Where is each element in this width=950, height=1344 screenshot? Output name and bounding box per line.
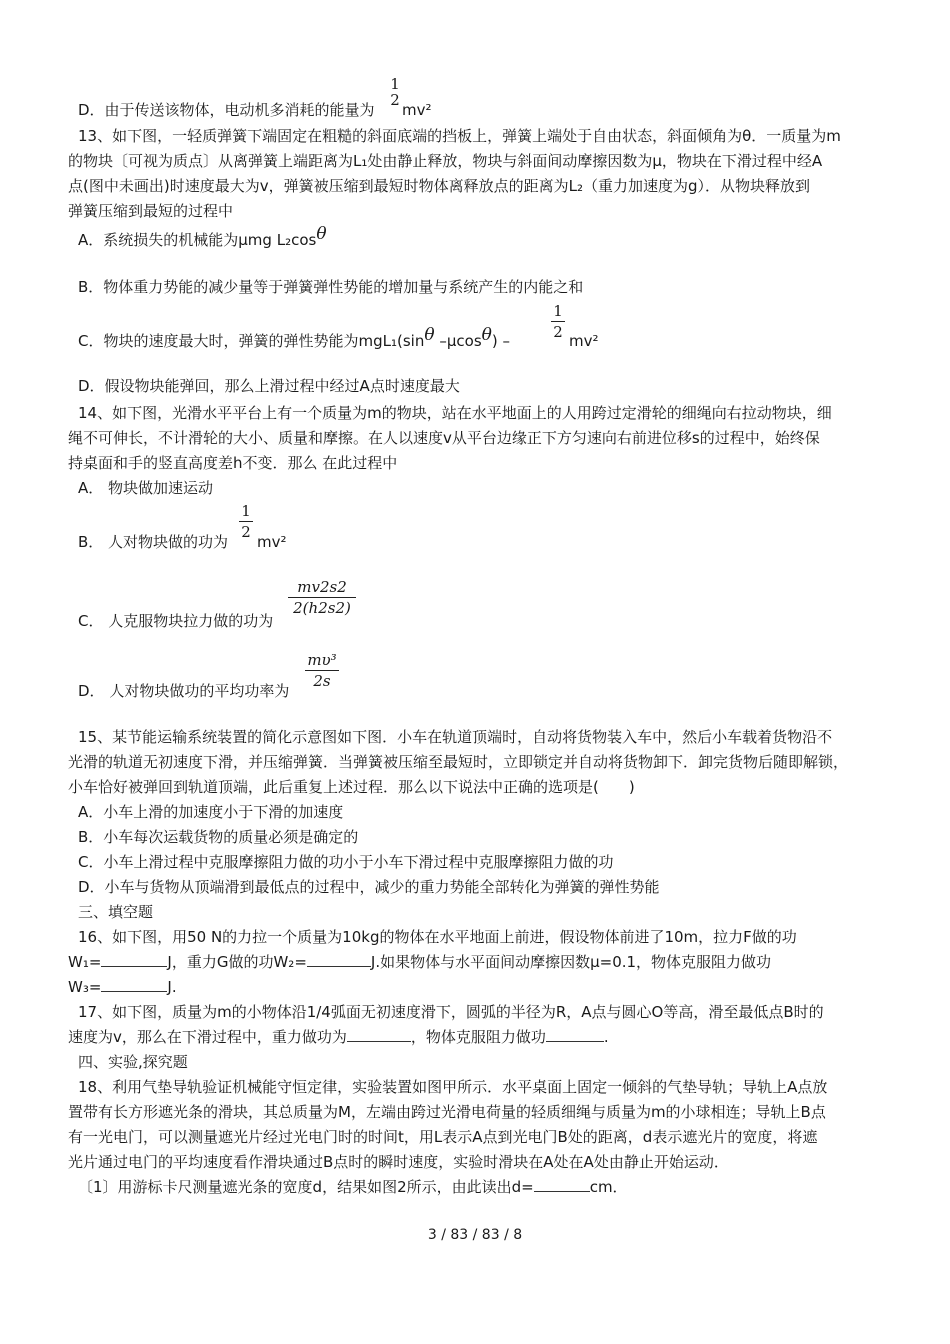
q18-subq1 xyxy=(78,1177,628,1197)
q14-option-d xyxy=(78,681,289,701)
q14-option-c xyxy=(78,611,273,631)
section-heading-fill-in-text: 三、填空题 xyxy=(78,903,154,921)
q15-option-d-text: D．小车与货物从顶端滑到最低点的过程中，减少的重力势能全部转化为弹簧的弹性势能 xyxy=(78,878,660,896)
q13-c-frac-den: 2 xyxy=(553,323,563,341)
q13-stem-line2-text: 的物块〔可视为质点〕从离弹簧上端距离为L₁处由静止释放，物块与斜面间动摩擦因数为μ，物块在下滑过程中经A xyxy=(68,152,823,170)
q15-option-b xyxy=(78,827,358,847)
q13-option-d-text: D．假设物块能弹回，那么上滑过程中经过A点时速度最大 xyxy=(78,377,460,395)
q15-stem-line1 xyxy=(78,727,832,747)
q13-stem-line4-text: 弹簧压缩到最短的过程中 xyxy=(68,202,234,220)
q18-stem-line2 xyxy=(68,1102,826,1122)
q14-b-tail xyxy=(257,532,287,552)
q13-c-fraction xyxy=(551,303,565,340)
q14-option-d-text: D． 人对物块做功的平均功率为 xyxy=(78,682,290,700)
q13-option-a xyxy=(78,224,327,250)
q14-b-tail-text: mv² xyxy=(257,533,287,551)
q15-option-a xyxy=(78,802,343,822)
section-heading-fill-in xyxy=(78,902,153,922)
q12-option-d xyxy=(78,100,375,120)
q14-stem-line2 xyxy=(68,428,820,448)
q16-w2-label: J，重力G做的功W₂= xyxy=(167,953,307,971)
q17-stem-line1-text: 17、如下图，质量为m的小物体沿1/4弧面无初速度滑下，圆弧的半径为R，A点与圆心O等高，滑至最低点B时的 xyxy=(78,1003,824,1021)
q14-d-frac-num: mυ³ xyxy=(307,651,337,669)
q16-stem-line2 xyxy=(68,952,771,972)
q15-option-b-text: B．小车每次运载货物的质量必须是确定的 xyxy=(78,828,359,846)
q17-stem-line1 xyxy=(78,1002,824,1022)
q18-stem-line1 xyxy=(78,1077,827,1097)
q13-option-c-mid: –μcos xyxy=(434,332,482,350)
q15-option-c-text: C．小车上滑过程中克服摩擦阻力做的功小于小车下滑过程中克服摩擦阻力做的功 xyxy=(78,853,614,871)
q16-stem-line1-text: 16、如下图，用50 N的力拉一个质量为10kg的物体在水平地面上前进，假设物体前进了10m，拉力F做的功 xyxy=(78,928,797,946)
q15-option-d xyxy=(78,877,660,897)
q13-option-b-text: B．物体重力势能的减少量等于弹簧弹性势能的增加量与系统产生的内能之和 xyxy=(78,278,584,296)
q18-stem-line4 xyxy=(68,1152,729,1172)
q17-friction-work-blank[interactable] xyxy=(546,1027,604,1042)
q15-stem-line1-text: 15、某节能运输系统装置的简化示意图如下图．小车在轨道顶端时，自动将货物装入车中，然后小车载着货物沿不 xyxy=(78,728,833,746)
theta-symbol: θ xyxy=(481,325,492,345)
q16-w3-unit: J. xyxy=(167,978,177,996)
theta-symbol: θ xyxy=(424,325,435,345)
page-number-text: 3 / 83 / 83 / 8 xyxy=(427,1227,523,1243)
q14-stem-line1-text: 14、如下图，光滑水平平台上有一个质量为m的物块，站在水平地面上的人用跨过定滑轮的细绳向右拉动物块，细 xyxy=(78,404,832,422)
q13-option-c-mid2: ) – xyxy=(491,332,511,350)
q13-c-tail xyxy=(569,331,599,351)
q18-stem-line3 xyxy=(68,1127,817,1147)
q16-line2-tail: J.如果物体与水平面间动摩擦因数μ=0.1，物体克服阻力做功 xyxy=(370,953,772,971)
q14-b-frac-num: 1 xyxy=(241,502,251,520)
q14-stem-line3 xyxy=(68,453,397,473)
q15-stem-line2 xyxy=(68,752,848,772)
fraction-bar xyxy=(288,597,356,598)
q12-d-fraction xyxy=(388,76,402,108)
q16-w3-answer-blank[interactable] xyxy=(101,977,167,992)
fraction-bar xyxy=(305,670,339,671)
q15-stem-line2-text: 光滑的轨道无初速度下滑，并压缩弹簧．当弹簧被压缩至最短时，立即锁定并自动将货物卸下．卸完货物后随即解锁， xyxy=(68,753,849,771)
q14-option-c-text: C． 人克服物块拉力做的功为 xyxy=(78,612,274,630)
q16-stem-line3 xyxy=(68,977,177,997)
q14-option-a xyxy=(78,478,213,498)
q12-d-frac-den: 2 xyxy=(390,91,400,109)
fraction-bar xyxy=(239,521,253,522)
q13-stem-line1-text: 13、如下图，一轻质弹簧下端固定在粗糙的斜面底端的挡板上，弹簧上端处于自由状态，斜面倾角为θ．一质量为m xyxy=(78,127,841,145)
theta-symbol: θ xyxy=(316,224,327,244)
q17-stem-line2 xyxy=(68,1027,609,1047)
q17-line2-end: . xyxy=(603,1028,609,1046)
q18-stem-line2-text: 置带有长方形遮光条的滑块，其总质量为M，左端由跨过光滑电荷量的轻质细绳与质量为m的小球相连；导轨上B点 xyxy=(68,1103,826,1121)
q14-c-fraction xyxy=(288,579,356,616)
q13-option-a-text: A．系统损失的机械能为μmg L₂cos xyxy=(78,231,317,249)
q18-stem-line1-text: 18、利用气垫导轨验证机械能守恒定律，实验装置如图甲所示．水平桌面上固定一倾斜的气垫导轨；导轨上A点放 xyxy=(78,1078,828,1096)
q13-option-b xyxy=(78,277,583,297)
q18-subq1-unit: cm． xyxy=(589,1178,628,1196)
q13-option-c-pre: C．物块的速度最大时，弹簧的弹性势能为mgL₁(sin xyxy=(78,332,425,350)
q13-option-c xyxy=(78,325,511,351)
q18-stem-line3-text: 有一光电门，可以测量遮光片经过光电门时的时间t，用L表示A点到光电门B处的距离，d表示遮光片的宽度，将遮 xyxy=(68,1128,818,1146)
q13-stem-line2 xyxy=(68,151,822,171)
section-heading-experiment xyxy=(78,1052,188,1072)
q16-w3-label: W₃= xyxy=(68,978,102,996)
q15-option-c xyxy=(78,852,613,872)
q13-c-tail-text: mv² xyxy=(569,332,599,350)
q14-b-frac-den: 2 xyxy=(241,523,251,541)
q14-c-frac-den: 2(h2s2) xyxy=(293,599,351,617)
q14-option-a-text: A． 物块做加速运动 xyxy=(78,479,214,497)
q16-stem-line1 xyxy=(78,927,797,947)
page-number xyxy=(0,1227,950,1243)
q13-stem-line3 xyxy=(68,176,810,196)
q16-w2-answer-blank[interactable] xyxy=(307,952,371,967)
q15-stem-line3-text: 小车恰好被弹回到轨道顶端，此后重复上述过程．那么以下说法中正确的选项是( ) xyxy=(68,778,635,796)
fraction-bar xyxy=(551,321,565,322)
q14-d-frac-den: 2s xyxy=(313,672,331,690)
q15-option-a-text: A．小车上滑的加速度小于下滑的加速度 xyxy=(78,803,344,821)
q14-c-frac-num: mv2s2 xyxy=(297,578,347,596)
q18-width-answer-blank[interactable] xyxy=(534,1177,590,1192)
q14-option-b xyxy=(78,532,228,552)
section-heading-experiment-text: 四、实验,探究题 xyxy=(78,1053,188,1071)
q13-c-frac-num: 1 xyxy=(553,302,563,320)
q17-gravity-work-blank[interactable] xyxy=(347,1027,411,1042)
q17-line2-text: 速度为v，那么在下滑过程中，重力做功为 xyxy=(68,1028,347,1046)
q13-option-d xyxy=(78,376,460,396)
q14-stem-line2-text: 绳不可伸长，不计滑轮的大小、质量和摩擦。在人以速度v从平台边缘正下方匀速向右前进位移s的过程中，始终保 xyxy=(68,429,820,447)
q13-stem-line1 xyxy=(78,126,841,146)
q12-d-tail-text: mv² xyxy=(402,101,432,119)
q13-stem-line3-text: 点(图中未画出)时速度最大为v，弹簧被压缩到最短时物体离释放点的距离为L₂（重力加速度为g）．从物块释放到 xyxy=(68,177,810,195)
q18-stem-line4-text: 光片通过电门的平均速度看作滑块通过B点时的瞬时速度，实验时滑块在A处在A处由静止开始运动． xyxy=(68,1153,729,1171)
q12-option-d-text: D．由于传送该物体，电动机多消耗的能量为 xyxy=(78,101,375,119)
q15-stem-line3 xyxy=(68,777,635,797)
q14-option-b-text: B． 人对物块做的功为 xyxy=(78,533,229,551)
q17-line2-mid: ，物体克服阻力做功 xyxy=(410,1028,546,1046)
q14-d-fraction xyxy=(305,652,339,689)
q14-stem-line1 xyxy=(78,403,832,423)
q16-w1-answer-blank[interactable] xyxy=(101,952,167,967)
q18-subq1-text: 〔1〕用游标卡尺测量遮光条的宽度d，结果如图2所示，由此读出d= xyxy=(78,1178,534,1196)
q14-stem-line3-text: 持桌面和手的竖直高度差h不变．那么 在此过程中 xyxy=(68,454,398,472)
q13-stem-line4 xyxy=(68,201,233,221)
q12-d-tail xyxy=(402,100,432,120)
q14-b-fraction xyxy=(239,503,253,540)
q16-w1-label: W₁= xyxy=(68,953,102,971)
q12-d-frac-num: 1 xyxy=(390,75,400,93)
